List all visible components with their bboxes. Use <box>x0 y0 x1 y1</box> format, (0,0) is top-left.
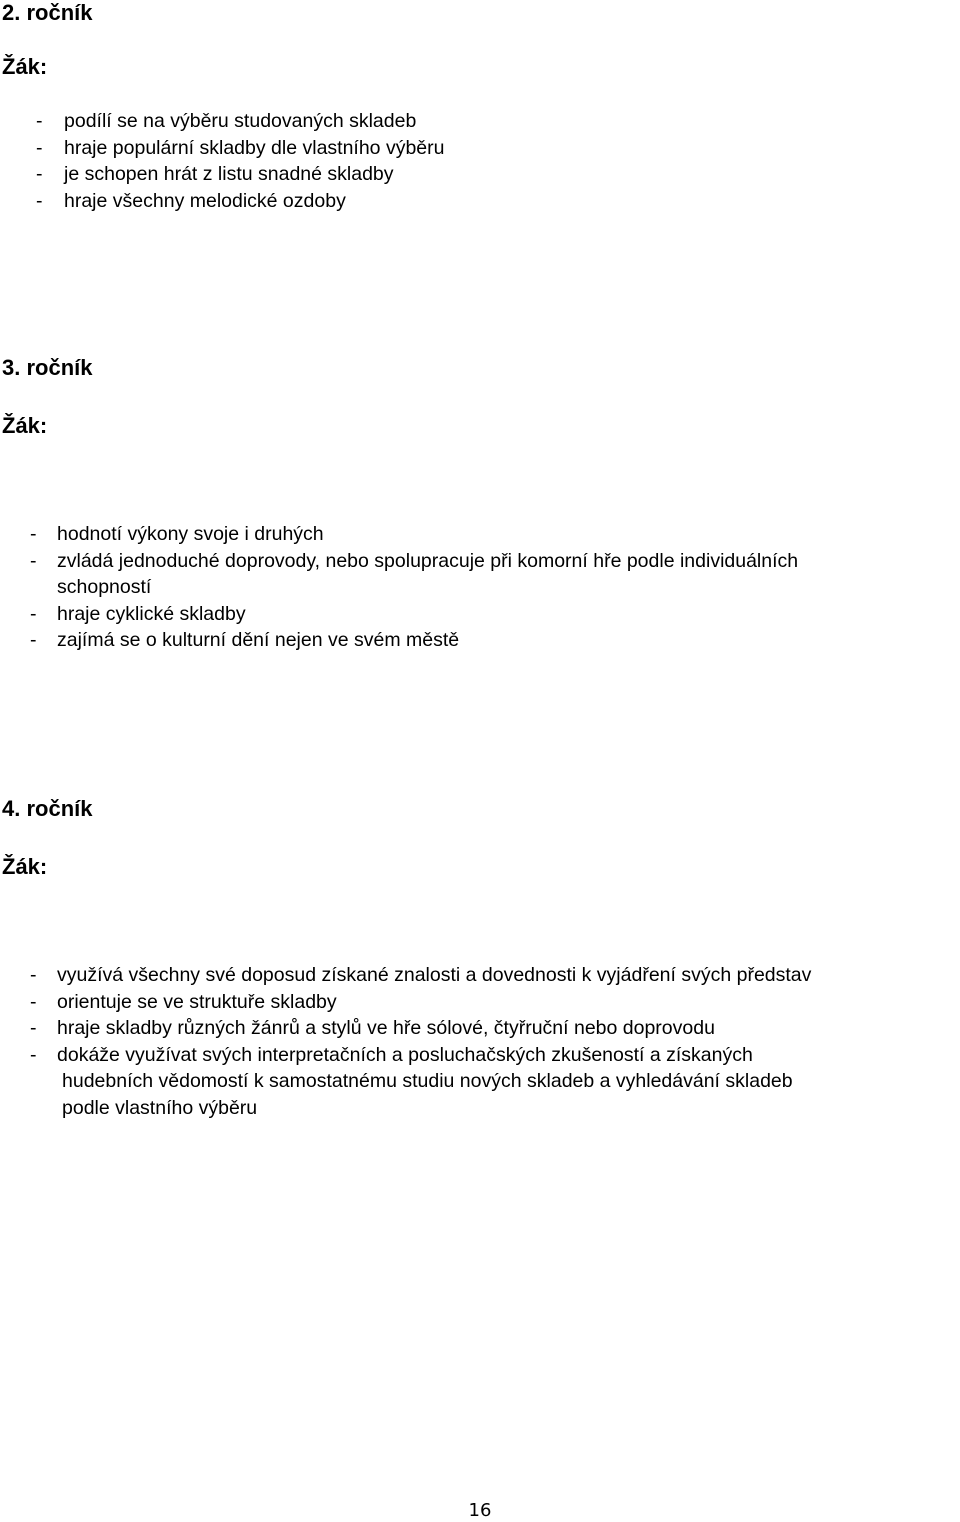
dash-bullet: - <box>30 1043 37 1066</box>
list-item <box>36 135 444 162</box>
section-heading: 3. ročník <box>2 355 93 380</box>
list-item <box>36 188 444 215</box>
dash-bullet: - <box>30 990 37 1013</box>
dash-bullet: - <box>30 964 37 986</box>
list-item-text: orientuje se ve struktuře skladby <box>57 990 337 1013</box>
list-item <box>30 989 811 1016</box>
dash-bullet: - <box>30 602 37 625</box>
list-item <box>36 108 444 135</box>
list-item-text: zvládá jednoduché doprovody, nebo spolupracuje při komorní hře podle individuálních <box>57 549 799 572</box>
competency-list <box>30 962 811 1121</box>
list-item-text: zajímá se o kulturní dění nejen ve svém městě <box>57 629 460 651</box>
list-item-text: hraje populární skladby dle vlastního výběru <box>64 136 445 159</box>
dash-bullet: - <box>30 1017 37 1039</box>
competency-list <box>36 108 444 214</box>
list-item-text: podílí se na výběru studovaných skladeb <box>64 110 417 132</box>
list-item <box>30 601 798 628</box>
list-item-text: hraje skladby různých žánrů a stylů ve hře sólové, čtyřruční nebo doprovodu <box>57 1017 715 1039</box>
dash-bullet: - <box>36 136 43 159</box>
dash-bullet: - <box>36 110 43 132</box>
dash-bullet: - <box>30 629 37 651</box>
competency-list <box>30 521 798 654</box>
list-item <box>30 1015 811 1042</box>
section-subheading: Žák: <box>2 54 48 79</box>
section-heading: 4. ročník <box>2 796 93 821</box>
dash-bullet: - <box>30 523 37 545</box>
list-item-text: dokáže využívat svých interpretačních a posluchačských zkušeností a získaných <box>57 1043 753 1066</box>
section-heading: 2. ročník <box>2 0 93 25</box>
list-item <box>30 1042 811 1122</box>
list-item-text: hodnotí výkony svoje i druhých <box>57 523 324 545</box>
page-number: 16 <box>468 1500 492 1521</box>
section-subheading: Žák: <box>2 413 48 438</box>
list-item <box>30 962 811 989</box>
list-item <box>30 521 798 548</box>
list-item-text: hraje cyklické skladby <box>57 602 246 625</box>
list-item <box>36 161 444 188</box>
list-item-text: hraje všechny melodické ozdoby <box>64 189 346 212</box>
dash-bullet: - <box>30 549 37 572</box>
section-subheading: Žák: <box>2 854 48 879</box>
list-item-text: je schopen hrát z listu snadné skladby <box>64 163 394 185</box>
dash-bullet: - <box>36 189 43 212</box>
list-item <box>30 548 798 601</box>
list-item-text-continuation: hudebních vědomostí k samostatnému studiu nových skladeb a vyhledávání skladeb <box>62 1070 793 1092</box>
list-item <box>30 627 798 654</box>
list-item-text: využívá všechny své doposud získané znalosti a dovednosti k vyjádření svých představ <box>57 964 812 986</box>
list-item-text-continuation: schopností <box>57 576 152 598</box>
dash-bullet: - <box>36 163 43 185</box>
list-item-text-continuation: podle vlastního výběru <box>62 1096 258 1119</box>
